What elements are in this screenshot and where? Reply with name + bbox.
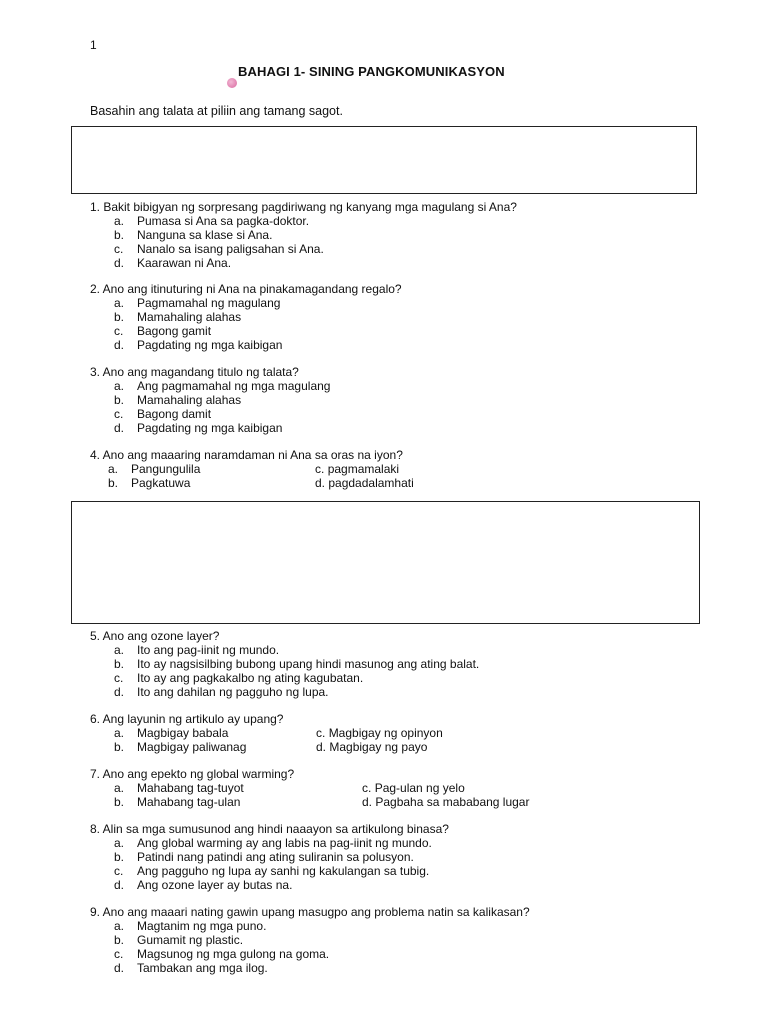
- option-d: d. Magbigay ng payo: [316, 739, 428, 754]
- question-4: [90, 448, 414, 491]
- option-b: b. Patindi nang patindi ang ating suliranin sa polusyon.: [114, 849, 414, 864]
- option-c: c. Magsunog ng mga gulong na goma.: [114, 946, 330, 961]
- question-2: [90, 283, 402, 353]
- question-stem: 3. Ano ang magandang titulo ng talata?: [90, 365, 299, 379]
- reading-passage-box-2: [71, 501, 700, 624]
- option-d: d. pagdadalamhati: [315, 475, 414, 490]
- option-b: b. Pagkatuwa: [108, 475, 191, 490]
- option-c: c. pagmamalaki: [315, 461, 400, 476]
- option-c: c. Bagong gamit: [114, 323, 212, 338]
- question-6: [90, 712, 443, 755]
- option-a: a. Pangungulila: [108, 461, 201, 476]
- option-c: c. Nanalo sa isang paligsahan si Ana.: [114, 241, 324, 256]
- option-c: c. Bagong damit: [114, 406, 212, 421]
- question-3: [90, 366, 330, 436]
- option-b: b. Ito ay nagsisilbing bubong upang hindi masunog ang ating balat.: [114, 656, 480, 671]
- option-a: a. Mahabang tag-tuyot: [114, 780, 244, 795]
- question-stem: 6. Ang layunin ng artikulo ay upang?: [90, 712, 284, 726]
- option-d: d. Pagdating ng mga kaibigan: [114, 337, 283, 352]
- option-a: a. Pagmamahal ng magulang: [114, 295, 281, 310]
- option-d: d. Kaarawan ni Ana.: [114, 255, 232, 270]
- question-stem: 4. Ano ang maaaring naramdaman ni Ana sa oras na iyon?: [90, 448, 403, 462]
- page-title: BAHAGI 1- SINING PANGKOMUNIKASYON: [238, 64, 505, 79]
- option-b: b. Magbigay paliwanag: [114, 739, 247, 754]
- option-a: a. Magtanim ng mga puno.: [114, 918, 267, 933]
- question-7: [90, 767, 530, 810]
- question-stem: 2. Ano ang itinuturing ni Ana na pinakamagandang regalo?: [90, 282, 402, 296]
- option-b: b. Gumamit ng plastic.: [114, 932, 244, 947]
- question-8: [90, 823, 449, 893]
- question-stem: 5. Ano ang ozone layer?: [90, 629, 220, 643]
- option-b: b. Mamahaling alahas: [114, 392, 242, 407]
- instruction-text: Basahin ang talata at piliin ang tamang sagot.: [90, 104, 343, 118]
- question-stem: 7. Ano ang epekto ng global warming?: [90, 767, 295, 781]
- option-d: d. Pagbaha sa mababang lugar: [362, 794, 530, 809]
- option-c: c. Magbigay ng opinyon: [316, 725, 443, 740]
- option-a: a. Ang pagmamahal ng mga magulang: [114, 378, 331, 393]
- option-a: a. Pumasa si Ana sa pagka-doktor.: [114, 213, 310, 228]
- question-stem: 1. Bakit bibigyan ng sorpresang pagdiriwang ng kanyang mga magulang si Ana?: [90, 200, 517, 214]
- option-d: d. Ang ozone layer ay butas na.: [114, 877, 293, 892]
- option-d: d. Pagdating ng mga kaibigan: [114, 420, 283, 435]
- option-a: a. Ang global warming ay ang labis na pag-iinit ng mundo.: [114, 835, 432, 850]
- question-1: [90, 201, 517, 271]
- option-b: b. Mamahaling alahas: [114, 309, 242, 324]
- option-d: d. Tambakan ang mga ilog.: [114, 960, 268, 975]
- question-stem: 9. Ano ang maaari nating gawin upang masugpo ang problema natin sa kalikasan?: [90, 905, 530, 919]
- option-c: c. Ang pagguho ng lupa ay sanhi ng kakulangan sa tubig.: [114, 863, 430, 878]
- question-9: [90, 906, 530, 976]
- question-5: [90, 630, 479, 700]
- option-a: a. Magbigay babala: [114, 725, 229, 740]
- option-c: c. Pag-ulan ng yelo: [362, 780, 465, 795]
- question-stem: 8. Alin sa mga sumusunod ang hindi naaayon sa artikulong binasa?: [90, 822, 449, 836]
- option-b: b. Mahabang tag-ulan: [114, 794, 241, 809]
- option-d: d. Ito ang dahilan ng pagguho ng lupa.: [114, 684, 329, 699]
- page-number: 1: [90, 38, 97, 52]
- reading-passage-box-1: [71, 126, 697, 194]
- flower-dot-icon: [227, 78, 237, 88]
- option-c: c. Ito ay ang pagkakalbo ng ating kagubatan.: [114, 670, 364, 685]
- option-b: b. Nanguna sa klase si Ana.: [114, 227, 273, 242]
- option-a: a. Ito ang pag-iinit ng mundo.: [114, 642, 280, 657]
